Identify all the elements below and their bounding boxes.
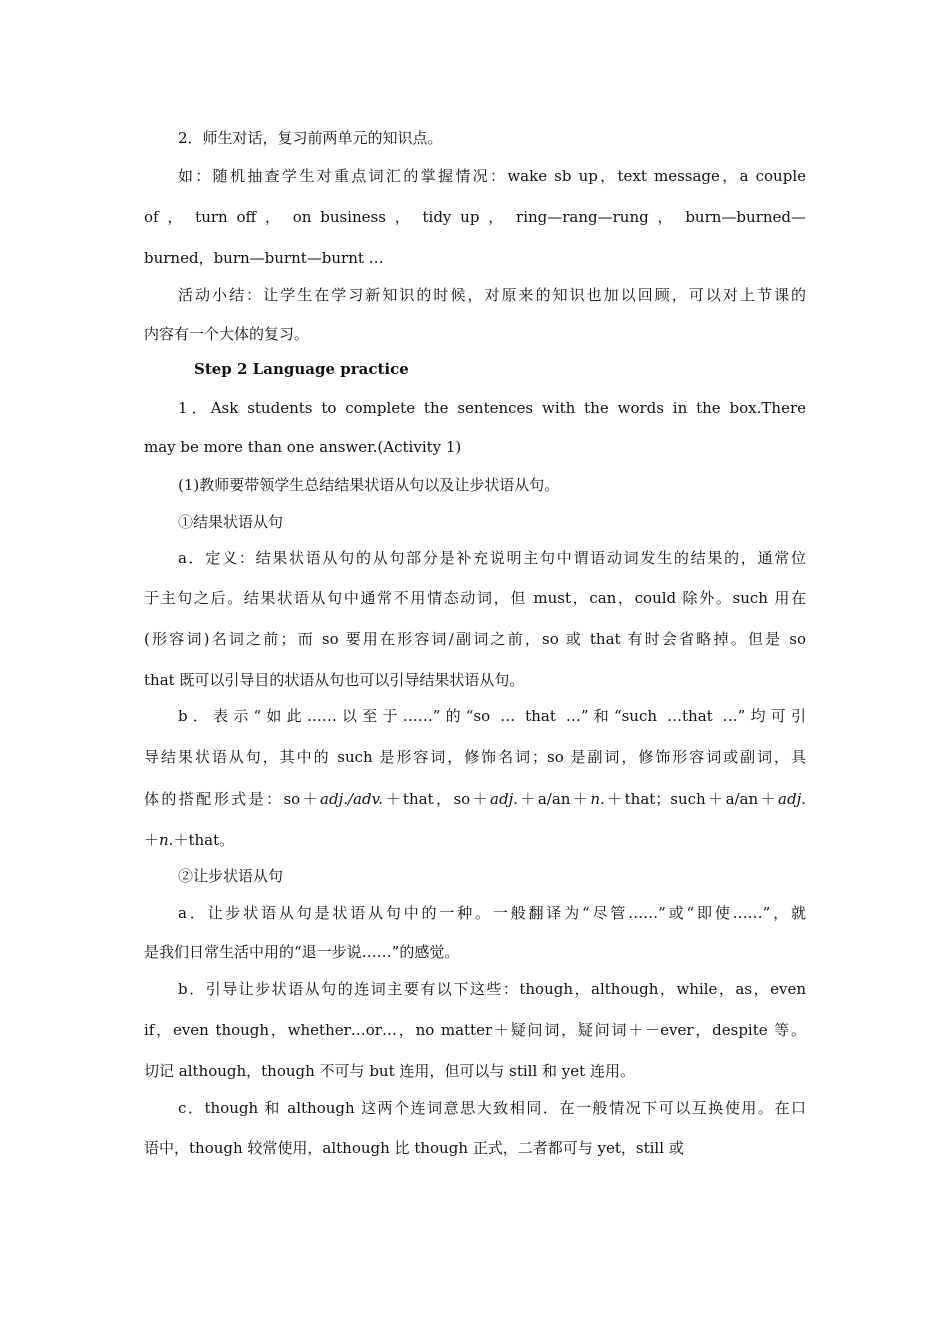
text-fragment-italic: n.	[590, 790, 605, 808]
step2-heading: Step 2 Language practice	[194, 360, 409, 378]
text-fragment: ＋a/an＋	[518, 790, 591, 808]
text-fragment: ＋	[144, 831, 160, 849]
paragraph-definition-line4: that 既可以引导目的状语从句也可以引导结果状语从句。	[144, 671, 525, 689]
paragraph-definition-line3: (形容词)名词之前；而 so 要用在形容词/副词之前，so 或 that 有时会省略掉。但是 so	[144, 630, 806, 648]
paragraph-so-that-line1: b．表示“如此……以至于……”的“so … that …”和“such …that …”均可引	[178, 707, 806, 725]
paragraph-concession-line2: 是我们日常生活中用的“退一步说……”的感觉。	[144, 943, 460, 961]
text-fragment-italic: n.	[159, 831, 174, 849]
paragraph-so-that-line2: 导结果状语从句，其中的 such 是形容词，修饰名词；so 是副词，修饰形容词或副词，具	[144, 748, 806, 766]
paragraph-vocab-line2: of ， turn off ， on business ， tidy up ， ring—rang—rung ， burn—burned—	[144, 208, 806, 226]
paragraph-definition-line2: 于主句之后。结果状语从句中通常不用情态动词，但 must，can，could 除外。such 用在	[144, 589, 806, 607]
paragraph-activity-line1: 1．Ask students to complete the sentences with the words in the box.There	[178, 399, 806, 417]
paragraph-teacher-summary: (1)教师要带领学生总结结果状语从句以及让步状语从句。	[178, 476, 560, 494]
text-fragment: 体的搭配形式是：so＋	[144, 790, 321, 808]
paragraph-so-that-line3	[144, 788, 806, 809]
paragraph-vocab-line3: burned，burn—burnt—burnt …	[144, 249, 384, 267]
paragraph-activity-line2: may be more than one answer.(Activity 1)	[144, 438, 462, 456]
paragraph-definition-line1: a．定义：结果状语从句的从句部分是补充说明主句中谓语动词发生的结果的，通常位	[178, 549, 806, 567]
paragraph-though-line2: 语中，though 较常使用，although 比 though 正式，二者都可与 yet，still 或	[144, 1139, 684, 1157]
text-fragment-italic: adj.	[490, 790, 518, 808]
text-fragment: ＋that，so＋	[383, 790, 491, 808]
paragraph-vocab-line1: 如：随机抽查学生对重点词汇的掌握情况：wake sb up，text message，a couple	[178, 167, 806, 185]
heading-concession-clause: ②让步状语从句	[178, 867, 284, 885]
paragraph-concession-line1: a．让步状语从句是状语从句中的一种。一般翻译为“尽管……”或“即使……”，就	[178, 904, 806, 922]
paragraph-review: 2．师生对话，复习前两单元的知识点。	[178, 129, 443, 147]
text-fragment-italic: adj./adv.	[320, 790, 384, 808]
heading-result-clause: ①结果状语从句	[178, 513, 284, 531]
paragraph-conjunctions-line1: b．引导让步状语从句的连词主要有以下这些：though，although，while，as，even	[178, 980, 806, 998]
paragraph-so-that-line4	[144, 829, 234, 850]
text-fragment: ＋that。	[173, 831, 235, 849]
text-fragment-italic: adj.	[778, 790, 806, 808]
paragraph-summary-line2: 内容有一个大体的复习。	[144, 325, 310, 343]
text-fragment: ＋that；such＋a/an＋	[604, 790, 779, 808]
paragraph-summary-line1: 活动小结：让学生在学习新知识的时候，对原来的知识也加以回顾，可以对上节课的	[178, 286, 806, 304]
paragraph-though-line1: c．though 和 although 这两个连词意思大致相同．在一般情况下可以互换使用。在口	[178, 1099, 806, 1117]
paragraph-conjunctions-line3: 切记 although，though 不可与 but 连用，但可以与 still 和 yet 连用。	[144, 1062, 635, 1080]
paragraph-conjunctions-line2: if，even though，whether…or…，no matter＋疑问词，疑问词＋－ever，despite 等。	[144, 1021, 806, 1039]
